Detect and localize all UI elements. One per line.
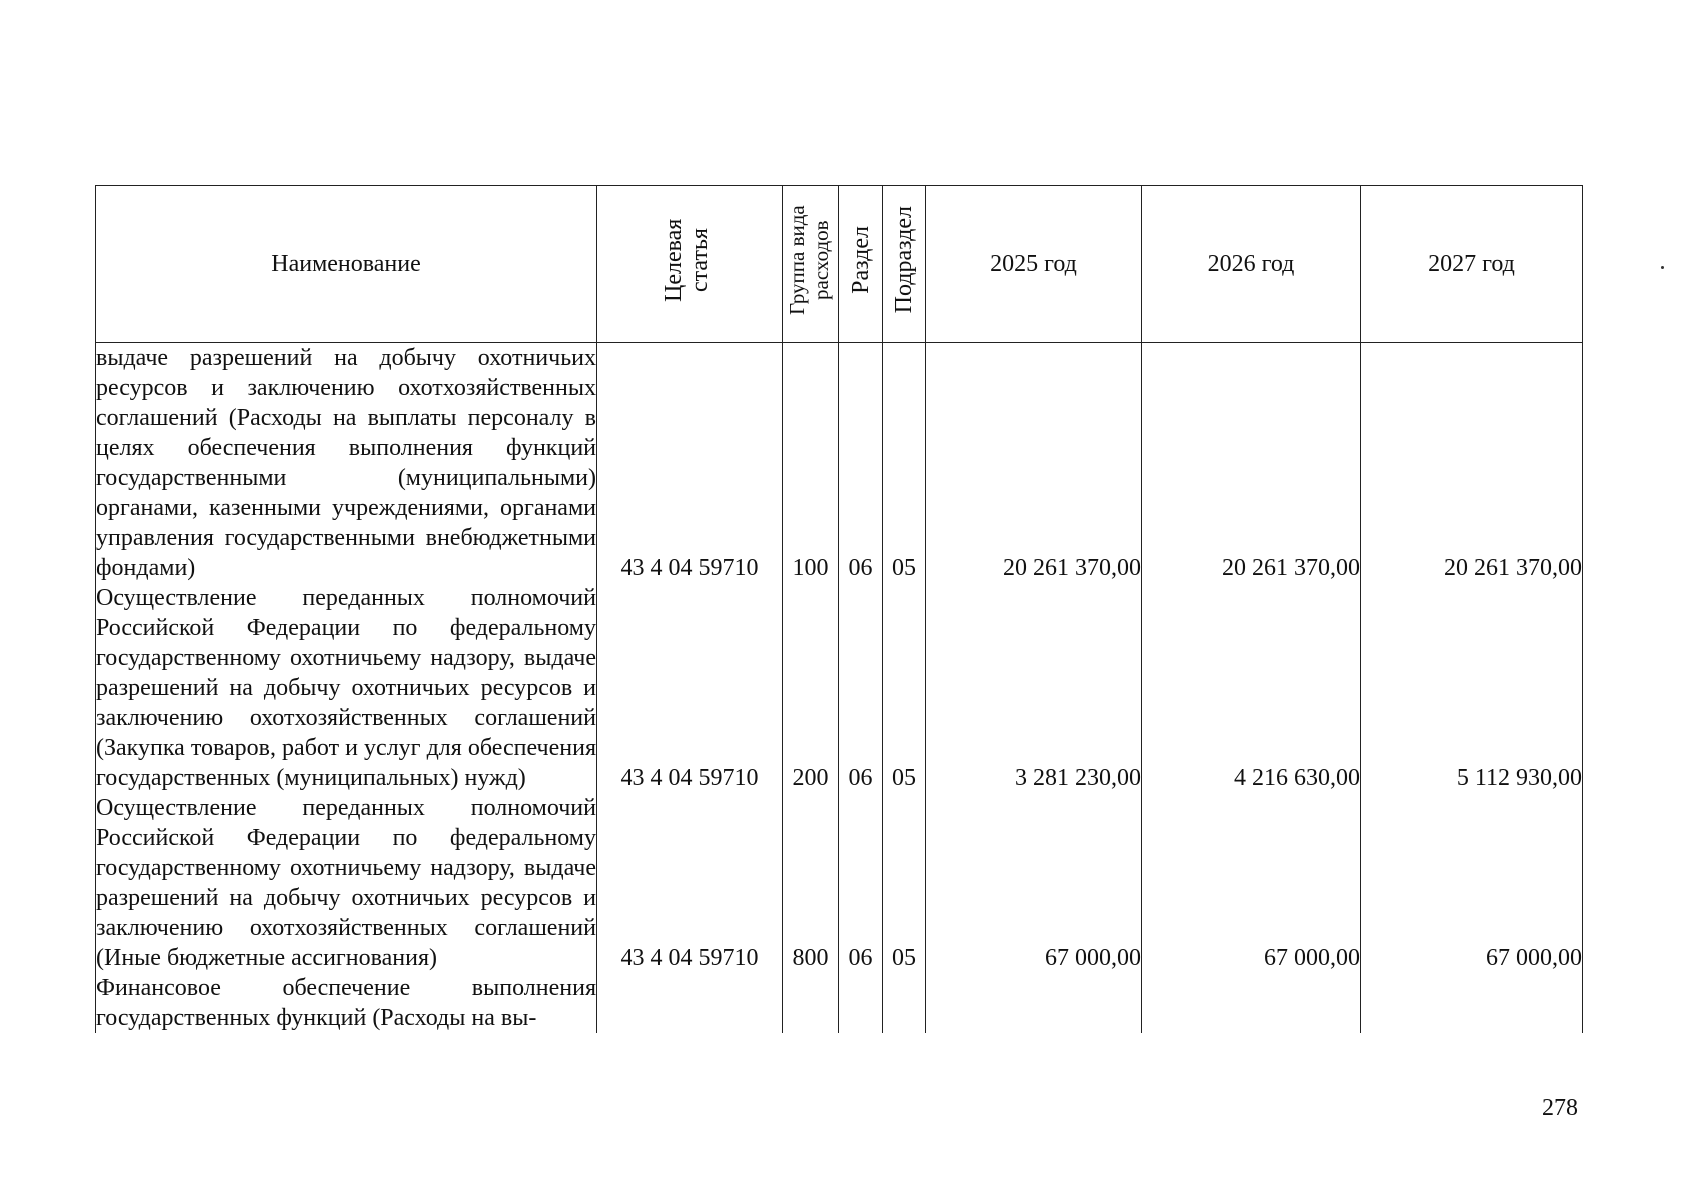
row-section: 06: [839, 583, 883, 793]
row-amount-2026: 4 216 630,00: [1142, 583, 1361, 793]
table-row: [96, 583, 1583, 793]
header-2026: [1142, 186, 1361, 343]
row-name: выдаче разрешений на добычу охотничьих ресурсов и заключению охотхозяйственных соглашений (Расходы на выплаты персоналу в целях обеспечения выполнения функций государственными (муниципальными) органами, казенными учреждениями, органами управления государственными внебюджетными фондами): [96, 345, 596, 581]
row-name: Осуществление переданных полномочий Российской Федерации по федеральному государственному охотничьему надзору, выдаче разрешений на добычу охотничьих ресурсов и заключению охотхозяйственных соглашений (Иные бюджетные ассигнования): [96, 795, 596, 971]
row-section: [839, 973, 883, 1033]
row-subsection: 05: [883, 343, 926, 584]
table-row: [96, 973, 1583, 1033]
row-amount-2025: 3 281 230,00: [926, 583, 1142, 793]
header-section-label: Раздел: [847, 226, 874, 294]
row-expense-group: [783, 973, 839, 1033]
row-amount-2025: [926, 973, 1142, 1033]
row-target-article: 43 4 04 59710: [597, 343, 783, 584]
header-subsection-label: Подраздел: [891, 206, 917, 314]
row-amount-2027: 67 000,00: [1361, 793, 1583, 973]
budget-table: [95, 185, 1583, 1033]
row-amount-2027: 5 112 930,00: [1361, 583, 1583, 793]
row-expense-group: 800: [783, 793, 839, 973]
row-name-cell: [96, 343, 597, 584]
row-expense-group: 100: [783, 343, 839, 584]
header-expense-group-label: Группа вида расходов: [784, 205, 833, 315]
header-section: [839, 186, 883, 343]
table-row: [96, 793, 1583, 973]
row-subsection: [883, 973, 926, 1033]
table-row: [96, 343, 1583, 584]
row-name-cell: [96, 793, 597, 973]
header-2026-label: 2026 год: [1207, 251, 1295, 277]
row-name: Осуществление переданных полномочий Российской Федерации по федеральному государственному охотничьему надзору, выдаче разрешений на добычу охотничьих ресурсов и заключению охотхозяйственных соглашений (Закупка товаров, работ и услуг для обеспечения государственных (муниципальных) нужд): [96, 585, 596, 791]
header-2027-label: 2027 год: [1428, 251, 1515, 277]
row-expense-group: 200: [783, 583, 839, 793]
row-name-cell: [96, 973, 597, 1033]
row-amount-2025: 67 000,00: [926, 793, 1142, 973]
row-name-cell: [96, 583, 597, 793]
header-name-label: Наименование: [271, 251, 421, 277]
row-amount-2027: [1361, 973, 1583, 1033]
header-subsection: [883, 186, 926, 343]
header-target-article: [597, 186, 783, 343]
row-amount-2027: 20 261 370,00: [1361, 343, 1583, 584]
row-target-article: 43 4 04 59710: [597, 793, 783, 973]
row-name: Финансовое обеспечение выполнения государственных функций (Расходы на вы-: [96, 975, 596, 1031]
row-amount-2025: 20 261 370,00: [926, 343, 1142, 584]
row-target-article: [597, 973, 783, 1033]
header-name: [96, 186, 597, 343]
header-2025: [926, 186, 1142, 343]
row-amount-2026: 67 000,00: [1142, 793, 1361, 973]
header-expense-group: [783, 186, 839, 343]
scan-speck: [1661, 266, 1664, 269]
table-header-row: [96, 186, 1583, 343]
row-section: 06: [839, 793, 883, 973]
row-amount-2026: 20 261 370,00: [1142, 343, 1361, 584]
row-subsection: 05: [883, 583, 926, 793]
row-amount-2026: [1142, 973, 1361, 1033]
row-section: 06: [839, 343, 883, 584]
header-2025-label: 2025 год: [990, 251, 1077, 277]
row-target-article: 43 4 04 59710: [597, 583, 783, 793]
page-number: 278: [1542, 1095, 1578, 1121]
header-2027: [1361, 186, 1583, 343]
header-target-article-label: Целевая статья: [660, 218, 713, 302]
row-subsection: 05: [883, 793, 926, 973]
